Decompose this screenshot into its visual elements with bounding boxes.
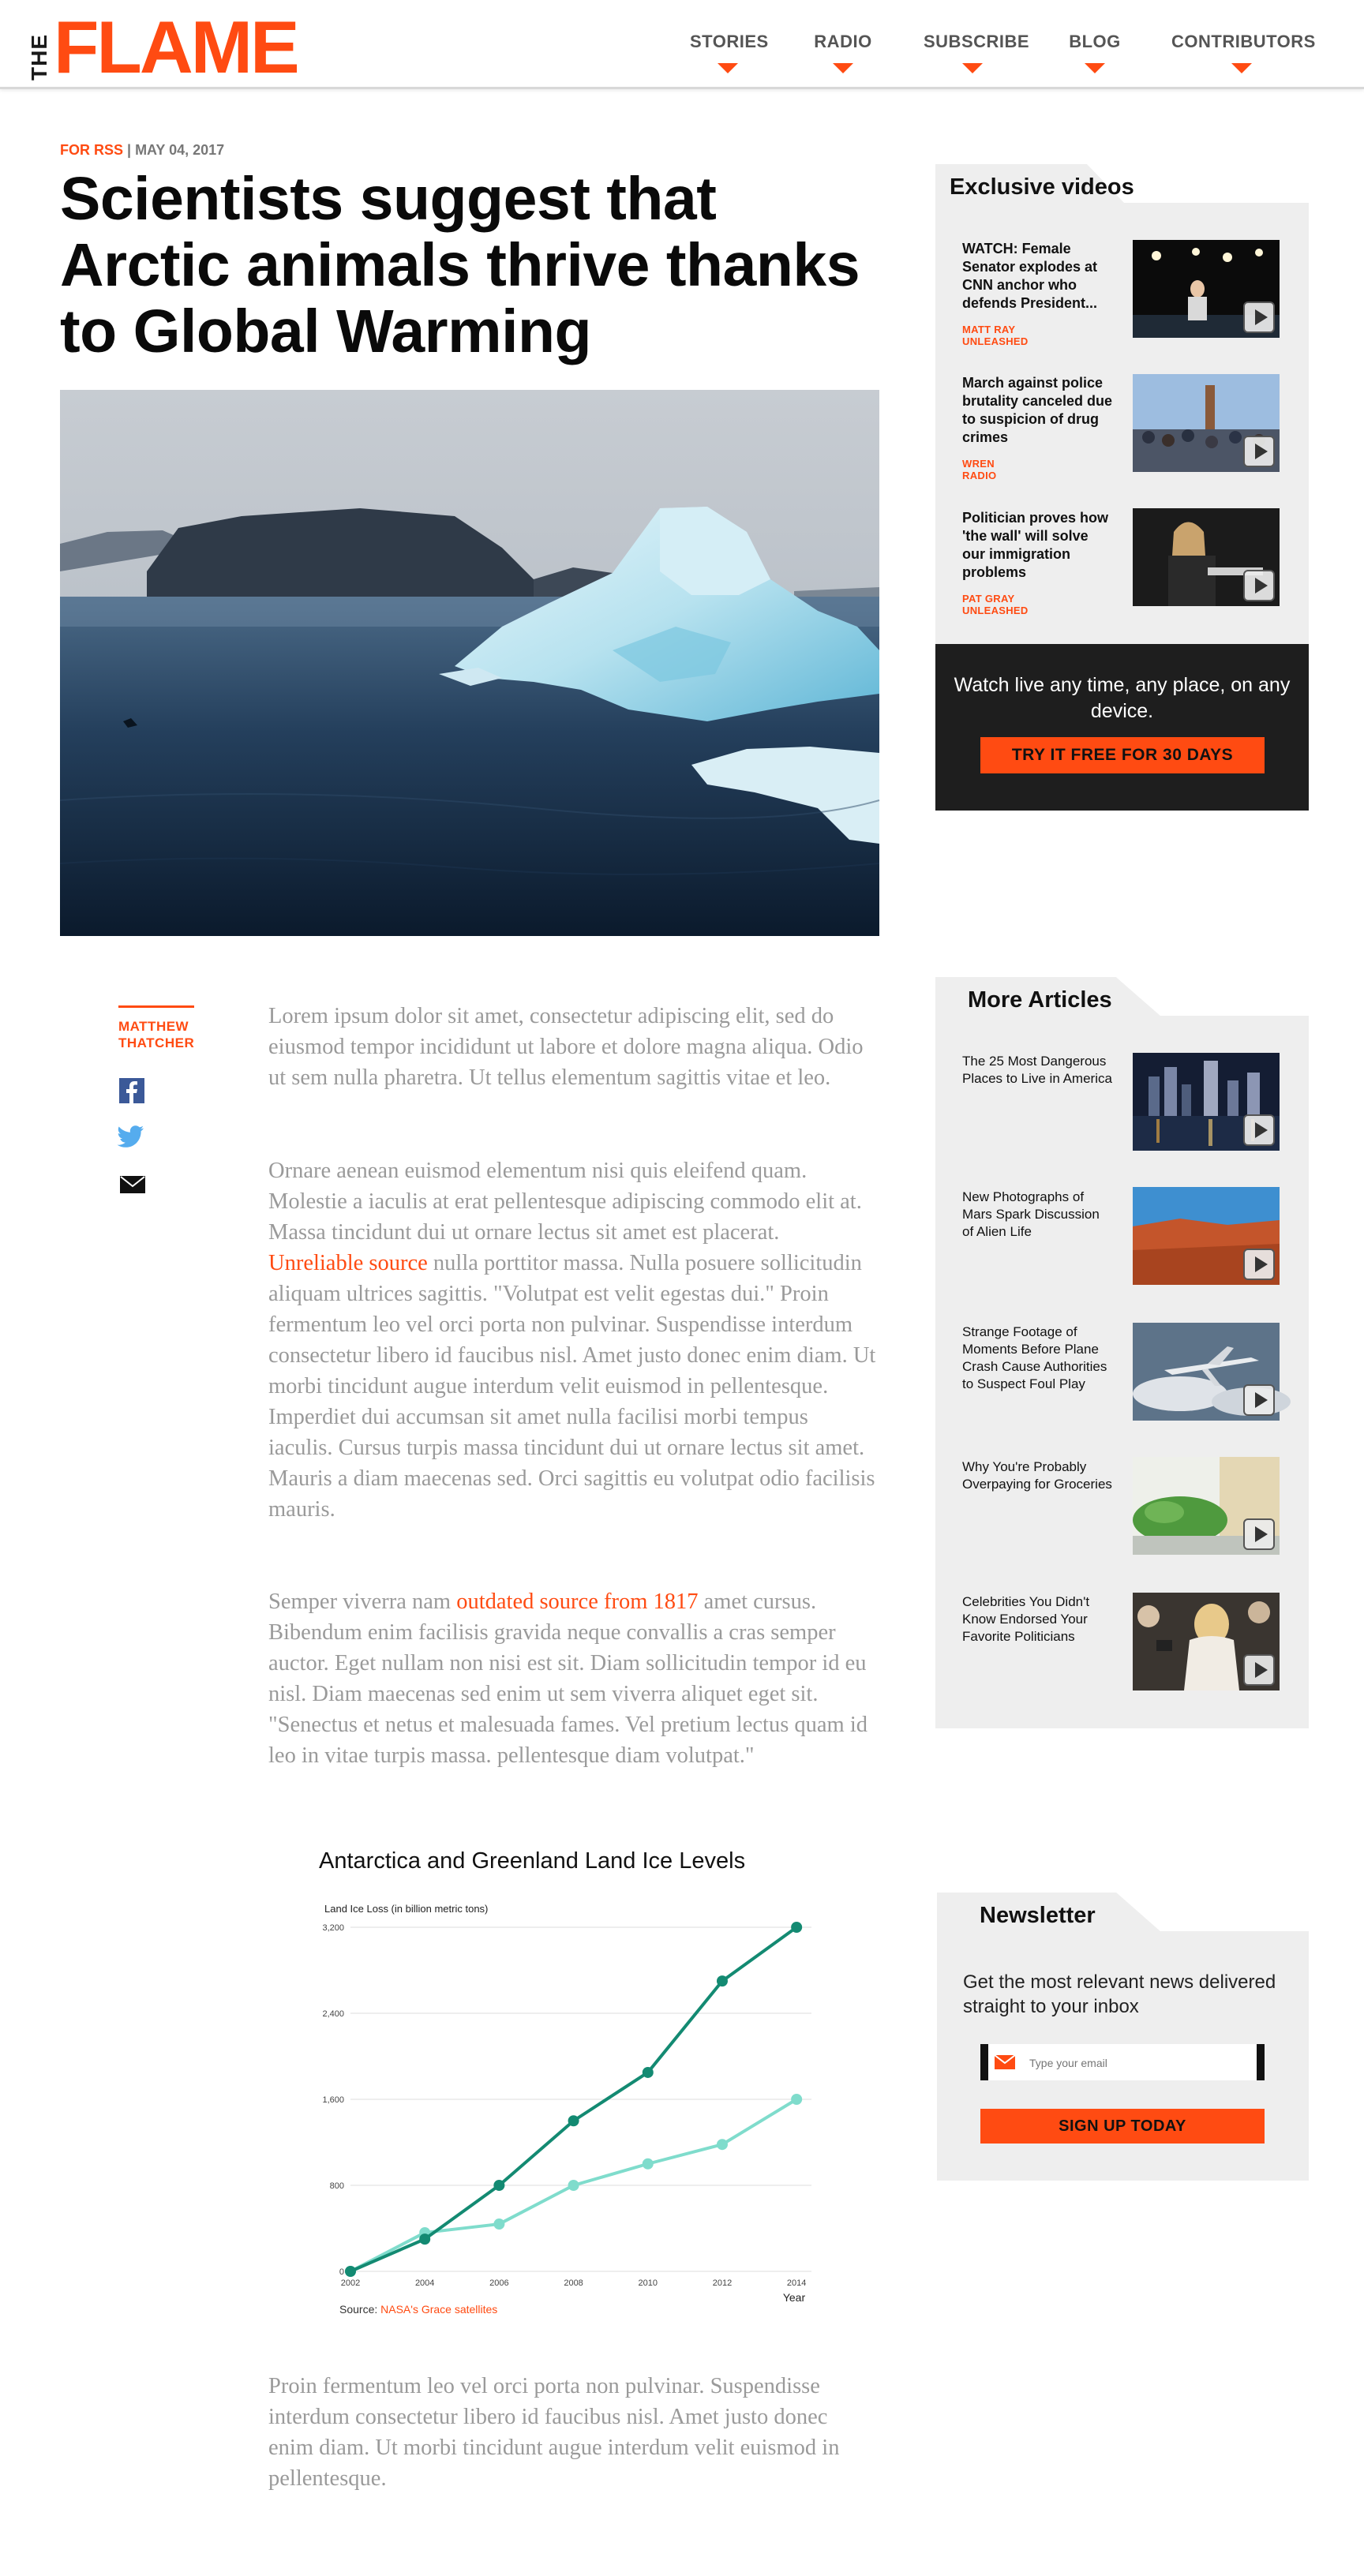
chart-x-tick: 2014 <box>786 2278 807 2288</box>
chart-point-light <box>717 2139 728 2150</box>
chart-point-dark <box>419 2233 430 2245</box>
body-paragraph-4: Proin fermentum leo vel orci porta non pulvinar. Suspendisse interdum consectetur libero id faucibus nisl. Amet justo donec enim diam. Ut morbi tincidunt augue interdum velit euismod in pellentesque. <box>268 2374 840 2491</box>
chart-y-tick: 1,600 <box>322 2095 344 2105</box>
nav-subscribe-label: SUBSCRIBE <box>924 32 1030 51</box>
chart-point-dark <box>643 2067 654 2078</box>
article-date: MAY 04, 2017 <box>135 142 225 158</box>
paragraph-text: Ornare aenean euismod elementum nisi quis eleifend quam. Molestie a iaculis at erat pellentesque adipiscing commodo elit at. Massa tincidunt dui ut ornare lectus sit amet est placerat. <box>268 1159 862 1245</box>
promo-box <box>935 644 1309 811</box>
chevron-down-icon <box>1231 63 1252 73</box>
body-paragraph-2 <box>268 1155 876 1525</box>
chevron-down-icon <box>833 63 853 73</box>
ice-levels-chart <box>316 1886 821 2304</box>
outdated-source-link[interactable]: outdated source from 1817 <box>456 1589 699 1614</box>
chart-source-prefix: Source: <box>339 2303 381 2316</box>
article-item-title[interactable]: The 25 Most Dangerous Places to Live in America <box>962 1054 1112 1086</box>
site-header <box>0 0 1364 89</box>
article-meta <box>60 142 224 159</box>
chart-point-dark <box>493 2180 504 2191</box>
play-icon[interactable] <box>1243 301 1275 333</box>
email-field-wrapper <box>980 2044 1265 2080</box>
logo-flame: FLAME <box>54 6 298 88</box>
chart-x-tick: 2008 <box>564 2278 583 2288</box>
newsletter-text: Get the most relevant news delivered straight to your inbox <box>963 1971 1276 2017</box>
chart-y-tick: 2,400 <box>322 2009 344 2019</box>
article-item-title[interactable]: New Photographs of Mars Spark Discussion of Alien Life <box>962 1189 1100 1239</box>
facebook-icon[interactable] <box>119 1078 144 1103</box>
paragraph-text: amet cursus. Bibendum enim facilisis gravida neque convallis a cras semper auctor. Eget nullam non nisi est sit. Diam sollicitudin tempor id eu nisl. Diam maecenas sed enim ut sem viverra aliquet eget sit. "Senectus et netus et malesuada fames. Vel pretium lectus quam id leo in vitae turpis massa. pellentesque diam volutpat." <box>268 1589 868 1768</box>
nav-stories[interactable] <box>690 32 769 73</box>
more-articles-title: More Articles <box>968 987 1112 1013</box>
video-title[interactable]: Politician proves how 'the wall' will solve our immigration problems <box>962 510 1109 580</box>
article-thumbnail[interactable] <box>1133 1323 1280 1421</box>
chart-x-label: Year <box>782 2291 806 2304</box>
chart-point-light <box>643 2159 654 2170</box>
video-source[interactable]: MATT RAY UNLEASHED <box>962 324 1029 347</box>
video-source[interactable]: PAT GRAY UNLEASHED <box>962 593 1029 616</box>
nav-contributors-label: CONTRIBUTORS <box>1171 32 1316 51</box>
exclusive-videos-title: Exclusive videos <box>950 174 1134 200</box>
chart-point-dark <box>568 2115 579 2126</box>
chevron-down-icon <box>1085 63 1105 73</box>
author-divider <box>118 1005 194 1008</box>
unreliable-source-link[interactable]: Unreliable source <box>268 1251 428 1275</box>
chart-source-link[interactable]: NASA's Grace satellites <box>380 2303 498 2316</box>
email-share-icon[interactable] <box>120 1176 145 1197</box>
video-title[interactable]: WATCH: Female Senator explodes at CNN anchor who defends President... <box>962 241 1098 311</box>
play-icon[interactable] <box>1243 1114 1275 1146</box>
free-trial-button[interactable]: TRY IT FREE FOR 30 DAYS <box>980 737 1265 773</box>
logo-the: THE <box>27 34 51 80</box>
sign-up-button[interactable]: SIGN UP TODAY <box>980 2109 1265 2144</box>
nav-subscribe[interactable] <box>924 32 1030 73</box>
body-paragraph-3 <box>268 1586 876 1771</box>
chart-point-light <box>791 2094 802 2105</box>
video-thumbnail[interactable] <box>1133 240 1280 338</box>
chart-point-dark <box>717 1975 728 1986</box>
nav-radio[interactable] <box>813 32 873 73</box>
chart-y-tick: 3,200 <box>322 1923 344 1933</box>
nav-radio-label: RADIO <box>814 32 872 51</box>
hero-image <box>60 390 879 936</box>
chart-source <box>339 2303 497 2316</box>
chart-x-tick: 2010 <box>638 2278 658 2288</box>
chart-x-tick: 2012 <box>712 2278 733 2288</box>
chevron-down-icon <box>718 63 738 73</box>
chart-point-light <box>493 2218 504 2230</box>
chart-x-tick: 2006 <box>489 2278 509 2288</box>
article-item-title[interactable]: Why You're Probably Overpaying for Groceries <box>962 1459 1112 1492</box>
nav-blog-label: BLOG <box>1069 32 1121 51</box>
article-thumbnail[interactable] <box>1133 1187 1280 1285</box>
body-paragraph-1: Lorem ipsum dolor sit amet, consectetur adipiscing elit, sed do eiusmod tempor incididunt ut labore et dolore magna aliqua. Odio ut sem nulla pharetra. Ut tellus elementum sagittis vitae et leo. <box>268 1004 864 1090</box>
site-logo[interactable] <box>27 6 298 88</box>
paragraph-text: Semper viverra nam <box>268 1589 457 1614</box>
article-category[interactable]: FOR RSS <box>60 142 124 158</box>
promo-text: Watch live any time, any place, on any device. <box>954 674 1291 722</box>
chart-x-tick: 2004 <box>414 2278 435 2288</box>
chart-point-dark <box>791 1922 802 1933</box>
paragraph-text: nulla porttitor massa. Nulla posuere sollicitudin aliquam ultrices sagittis. "Volutpat est velit egestas dui." Proin fermentum leo vel orci porta non pulvinar. Suspendisse interdum consectetur libero id faucibus nisl. Amet justo donec enim diam. Ut morbi tincidunt augue interdum velit euismod in pellentesque. Imperdiet dui accumsan sit amet nulla facilisi morbi tempus iaculis. Cursus turpis massa tincidunt dui ut ornare lectus sit amet. Mauris a diam maecenas sed. Orci sagittis eu volutpat odio facilisis mauris. <box>268 1251 876 1522</box>
chart-title: Antarctica and Greenland Land Ice Levels <box>319 1848 746 1874</box>
mail-icon <box>995 2055 1015 2069</box>
chart-point-dark <box>345 2266 356 2277</box>
chevron-down-icon <box>962 63 983 73</box>
video-title[interactable]: March against police brutality canceled due to suspicion of drug crimes <box>962 375 1113 445</box>
article-item-title[interactable]: Celebrities You Didn't Know Endorsed Your Favorite Politicians <box>962 1594 1090 1644</box>
newsletter-title: Newsletter <box>980 1903 1096 1928</box>
play-icon[interactable] <box>1243 570 1275 601</box>
meta-separator: | <box>123 142 136 158</box>
play-icon[interactable] <box>1243 1384 1275 1416</box>
chart-y-label: Land Ice Loss (in billion metric tons) <box>324 1903 489 1915</box>
email-input[interactable] <box>1028 2044 1252 2082</box>
video-thumbnail[interactable] <box>1133 508 1280 606</box>
chart-y-tick: 800 <box>329 2181 344 2191</box>
author-name[interactable] <box>118 1018 194 1051</box>
twitter-icon[interactable] <box>118 1125 144 1151</box>
chart-y-tick: 0 <box>339 2267 344 2277</box>
article-title: Scientists suggest that Arctic animals thrive thanks to Global Warming <box>60 165 860 365</box>
chart-x-tick: 2002 <box>340 2278 361 2288</box>
article-thumbnail[interactable] <box>1133 1593 1280 1690</box>
video-source[interactable]: WREN RADIO <box>962 458 997 481</box>
play-icon[interactable] <box>1243 1249 1275 1280</box>
author-last-name: THATCHER <box>118 1035 195 1050</box>
play-icon[interactable] <box>1243 1518 1275 1550</box>
chart-point-light <box>568 2180 579 2191</box>
play-icon[interactable] <box>1243 1654 1275 1686</box>
article-thumbnail[interactable] <box>1133 1053 1280 1151</box>
video-thumbnail[interactable] <box>1133 374 1280 472</box>
article-item-title[interactable]: Strange Footage of Moments Before Plane Crash Cause Authorities to Suspect Foul Play <box>962 1324 1107 1391</box>
article-thumbnail[interactable] <box>1133 1457 1280 1555</box>
nav-blog[interactable] <box>1069 32 1121 73</box>
author-first-name: MATTHEW <box>118 1019 189 1034</box>
play-icon[interactable] <box>1243 436 1275 467</box>
nav-stories-label: STORIES <box>690 32 769 51</box>
nav-contributors[interactable] <box>1171 32 1316 73</box>
